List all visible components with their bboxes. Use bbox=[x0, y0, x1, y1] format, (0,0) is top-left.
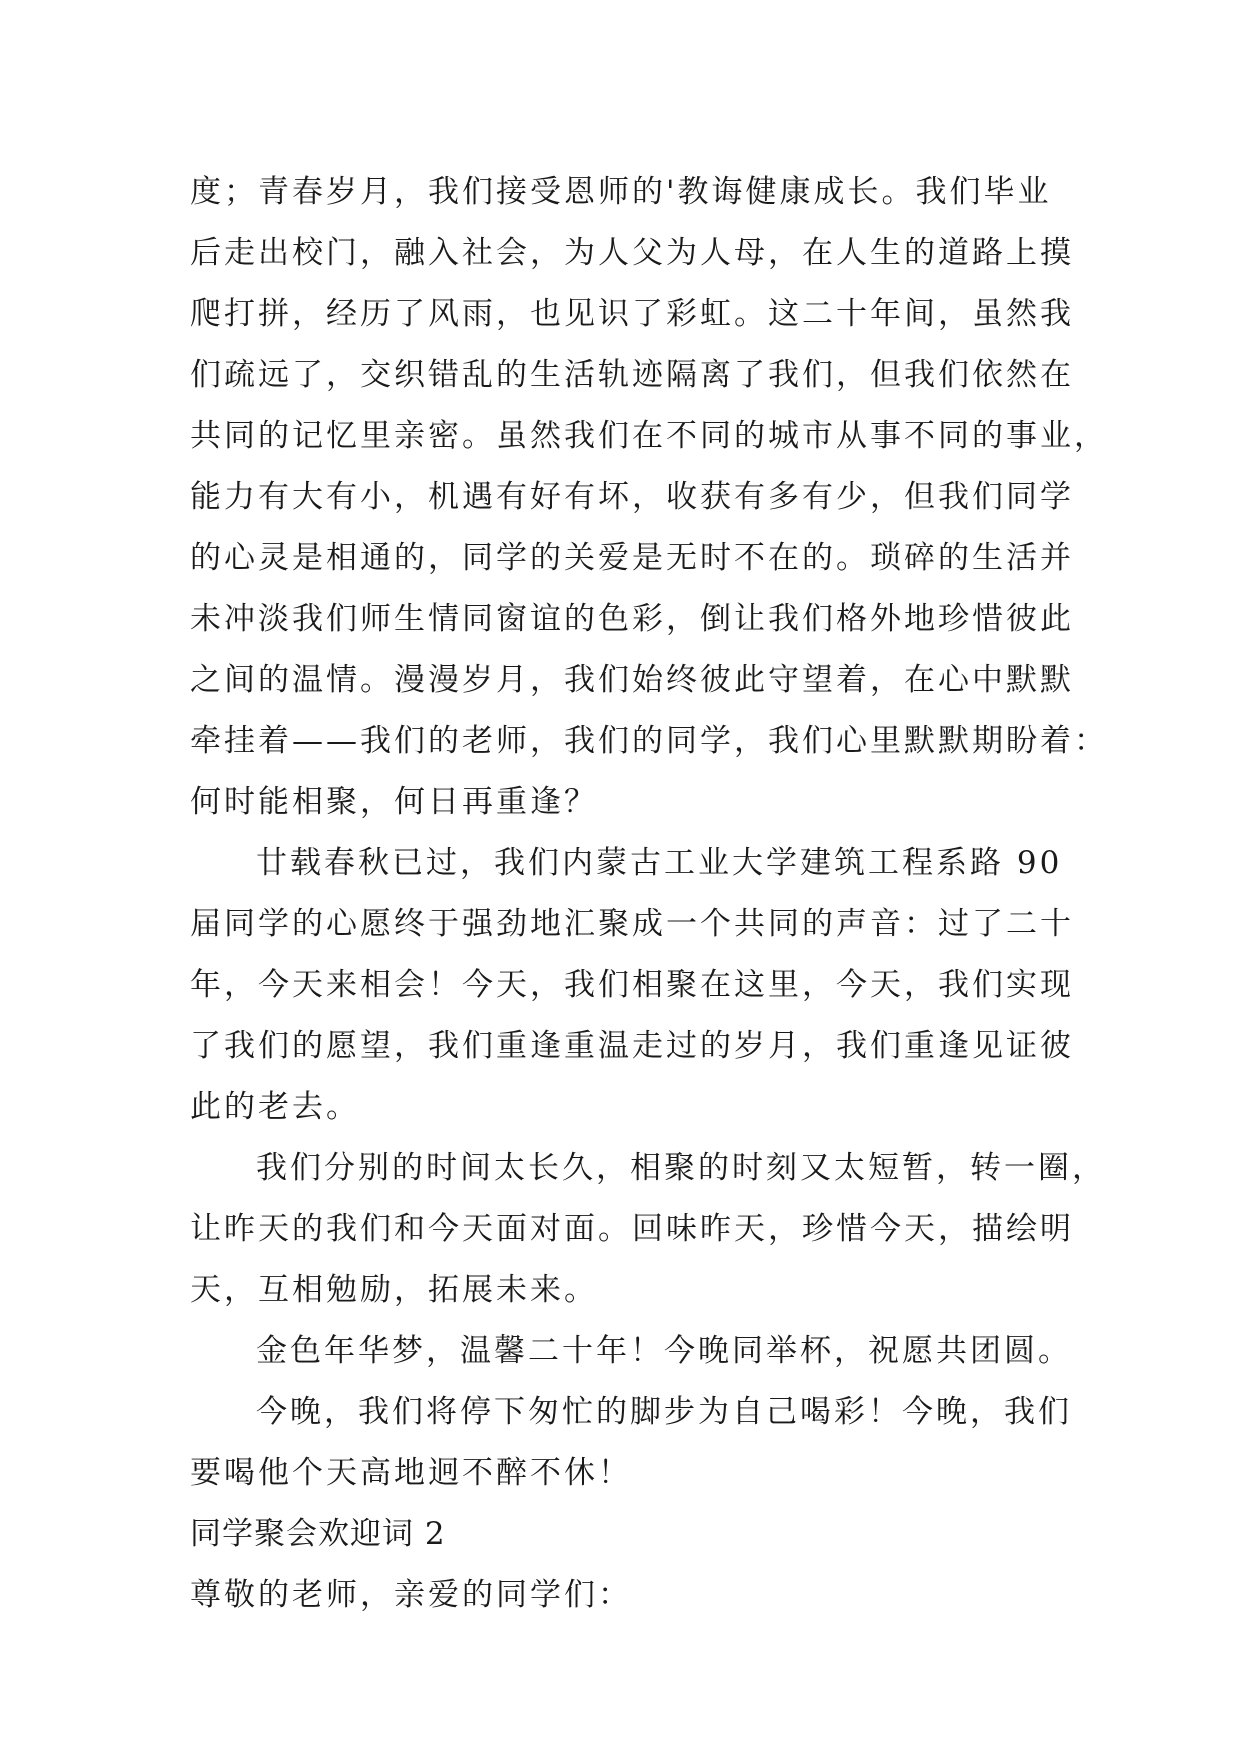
paragraph-line: 们疏远了，交织错乱的生活轨迹隔离了我们，但我们依然在 bbox=[190, 357, 1074, 393]
paragraph-line: 度；青春岁月，我们接受恩师的'教诲健康成长。我们毕业 bbox=[190, 174, 1052, 210]
salutation-line: 尊敬的老师，亲爱的同学们： bbox=[190, 1577, 632, 1613]
paragraph-line: 年，今天来相会！今天，我们相聚在这里，今天，我们实现 bbox=[190, 967, 1074, 1003]
paragraph-line: 届同学的心愿终于强劲地汇聚成一个共同的声音：过了二十 bbox=[190, 906, 1074, 942]
paragraph-line: 让昨天的我们和今天面对面。回味昨天，珍惜今天，描绘明 bbox=[190, 1211, 1074, 1247]
paragraph-line: 共同的记忆里亲密。虽然我们在不同的城市从事不同的事业， bbox=[190, 418, 1108, 454]
document-body bbox=[190, 162, 1108, 1626]
paragraph-line: 能力有大有小，机遇有好有坏，收获有多有少，但我们同学 bbox=[190, 479, 1074, 515]
paragraph-line: 之间的温情。漫漫岁月，我们始终彼此守望着，在心中默默 bbox=[190, 662, 1074, 698]
paragraph-line: 金色年华梦，温馨二十年！今晚同举杯，祝愿共团圆。 bbox=[256, 1333, 1072, 1369]
paragraph-line: 了我们的愿望，我们重逢重温走过的岁月，我们重逢见证彼 bbox=[190, 1028, 1074, 1064]
paragraph-line: 廿载春秋已过，我们内蒙古工业大学建筑工程系路 90 bbox=[256, 845, 1063, 881]
paragraph-line: 天，互相勉励，拓展未来。 bbox=[190, 1272, 598, 1308]
section-heading: 同学聚会欢迎词 2 bbox=[190, 1516, 446, 1552]
paragraph-line: 牵挂着——我们的老师，我们的同学，我们心里默默期盼着： bbox=[190, 723, 1108, 759]
paragraph-line: 我们分别的时间太长久，相聚的时刻又太短暂，转一圈， bbox=[256, 1150, 1106, 1186]
paragraph-line: 何时能相聚，何日再重逢？ bbox=[190, 784, 598, 820]
paragraph-line: 后走出校门，融入社会，为人父为人母，在人生的道路上摸 bbox=[190, 235, 1074, 271]
paragraph-line: 的心灵是相通的，同学的关爱是无时不在的。琐碎的生活并 bbox=[190, 540, 1074, 576]
paragraph-line: 未冲淡我们师生情同窗谊的色彩，倒让我们格外地珍惜彼此 bbox=[190, 601, 1074, 637]
paragraph-line: 爬打拼，经历了风雨，也见识了彩虹。这二十年间，虽然我 bbox=[190, 296, 1074, 332]
paragraph-line: 要喝他个天高地迥不醉不休！ bbox=[190, 1455, 632, 1491]
paragraph-line: 今晚，我们将停下匆忙的脚步为自己喝彩！今晚，我们 bbox=[256, 1394, 1072, 1430]
paragraph-line: 此的老去。 bbox=[190, 1089, 360, 1125]
